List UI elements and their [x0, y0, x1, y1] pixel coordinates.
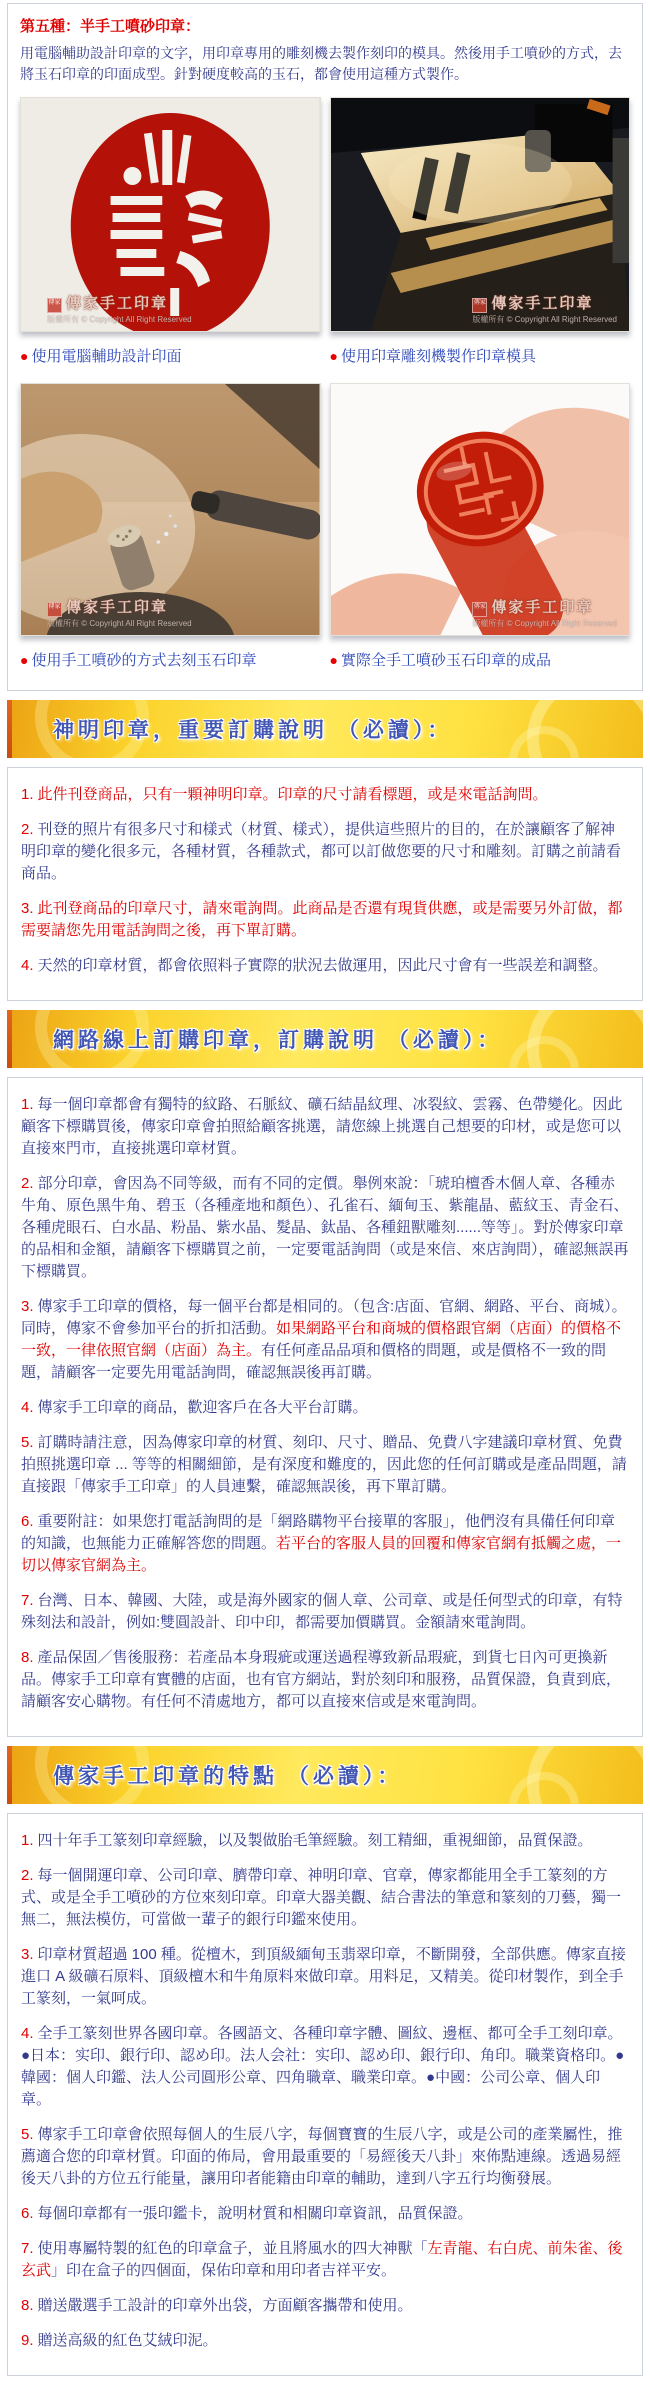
photo-sandblasting: [20, 383, 321, 636]
watermark-copyright: 版權所有 © Copyright All Right Reserved: [47, 315, 192, 324]
item-number: 4.: [21, 1399, 34, 1416]
banner-title: 神明印章，重要訂購說明 （必讀）：: [53, 719, 453, 742]
list-item: [21, 955, 629, 977]
item-text: 傳家手工印章的商品，歡迎客戶在各大平台訂購。: [37, 1399, 368, 1416]
caption-text: 實際全手工噴砂玉石印章的成品: [340, 652, 551, 669]
item-text: 每一個開運印章、公司印章、臍帶印章、神明印章、官章，傳家都能用全手工篆刻的方式、或是全手工噴砂的方位來刻印章。印章大器美觀、結合書法的筆意和篆刻的刀藝，獨一無二，無法模仿，可當做一輩子的銀行印鑑來使用。: [21, 1867, 622, 1928]
caption-text: 使用印章雕刻機製作印章模具: [340, 348, 536, 365]
item-text-highlight: 如果網路平台和商城的價格跟官網（店面）的價格不一致，一律依照官網（店面）為主。: [21, 1320, 622, 1359]
photo-engraving-machine: [330, 97, 631, 332]
item-text: 產品保固／售後服務：若產品本身瑕疵或運送過程導致新品瑕疵，到貨七日內可更換新品。傳家手工印章有實體的店面，也有官方網站，對於刻印和服務，品質保證，負責到底，請顧客安心購物。有任何不清處地方，都可以直接來信或是來電詢問。: [21, 1649, 622, 1710]
intro-title: 第五種：半手工噴砂印章：: [20, 18, 201, 35]
item-number: 1.: [21, 1096, 34, 1113]
watermark-badge-icon: 傳家: [472, 298, 487, 313]
watermark-name: 傳家手工印章: [66, 599, 169, 616]
item-number: 5.: [21, 1434, 34, 1451]
list-item: [21, 1511, 629, 1577]
item-text: 每一個印章都會有獨特的紋路、石脈紋、礦石結晶紋理、冰裂紋、雲霧、色帶變化。因此顧客下標購買後，傳家印章會拍照給顧客挑選，請您線上挑選自己想要的印材，或是您可以直接來門市，直接挑選印章材質。: [21, 1096, 623, 1157]
item-number: 7.: [21, 1592, 34, 1609]
watermark-copyright: 版權所有 © Copyright All Right Reserved: [472, 315, 617, 324]
watermark-name: 傳家手工印章: [491, 295, 594, 312]
list-item: [21, 1590, 629, 1634]
item-text: 四十年手工篆刻印章經驗，以及製做胎毛筆經驗。刻工精細，重視細節，品質保證。: [37, 1832, 593, 1849]
item-text: 有任何產品品項和價格的問題，或是價格不一致的問題，請顧客一定要先用電話詢問，確認無誤後再訂購。: [21, 1342, 607, 1381]
deity-seal-notes-list: [7, 767, 643, 1001]
red-bullet-icon: ●: [329, 652, 338, 668]
list-item: [21, 784, 629, 806]
item-text: 天然的印章材質，都會依照料子實際的狀況去做運用，因此尺寸會有一些誤差和調整。: [37, 957, 608, 974]
caption-finished: [330, 649, 631, 670]
list-item: [21, 1094, 629, 1160]
list-item: [21, 1296, 629, 1384]
item-number: 4.: [21, 957, 34, 974]
list-item: [21, 1397, 629, 1419]
item-text: 使用專屬特製的紅色的印章盒子，並且將風水的四大神獸「: [37, 2240, 428, 2257]
list-item: [21, 1647, 629, 1713]
item-number: 5.: [21, 2126, 34, 2143]
watermark-copyright: 版權所有 © Copyright All Right Reserved: [472, 619, 617, 628]
list-item: [21, 819, 629, 885]
item-number: 4.: [21, 2025, 34, 2042]
item-number: 3.: [21, 1298, 34, 1315]
banner-features: [7, 1746, 643, 1804]
caption-sandblasting: [20, 649, 321, 670]
item-number: 1.: [21, 1832, 34, 1849]
list-item: [21, 2203, 629, 2225]
red-bullet-icon: ●: [20, 652, 29, 668]
watermark-badge-icon: 傳家: [47, 602, 62, 617]
item-number: 9.: [21, 2332, 34, 2349]
list-item: [21, 1173, 629, 1283]
banner-title: 傳家手工印章的特點 （必讀）：: [53, 1765, 403, 1788]
item-text-highlight: 左青龍、右白虎、前朱雀、後玄武: [21, 2240, 623, 2279]
caption-text: 使用電腦輔助設計印面: [31, 348, 182, 365]
list-item: [21, 1944, 629, 2010]
item-number: 6.: [21, 2205, 34, 2222]
item-text: 每個印章都有一張印鑑卡，說明材質和相關印章資訊，品質保證。: [37, 2205, 473, 2222]
watermark-name: 傳家手工印章: [491, 599, 594, 616]
list-item: [21, 2124, 629, 2190]
photo-finished-seal: [330, 383, 631, 636]
watermark: [47, 596, 192, 629]
caption-row-2: [20, 649, 630, 670]
item-text: 印章材質超過 100 種。從檀木，到頂級緬甸玉翡翠印章，不斷開發，全部供應。傳家直接進口 A 級礦石原料、頂級檀木和牛角原料來做印章。用料足，又精美。從印材製作，到全手工篆刻，一氣呵成。: [21, 1946, 626, 2007]
item-text: 部分印章，會因為不同等級，而有不同的定價。舉例來說：「琥珀檀香木個人章、各種赤牛角、原色黑牛角、碧玉（各種產地和顏色）、孔雀石、緬甸玉、紫龍晶、藍紋玉、青金石、各種虎眼石、白水晶、粉晶、紫水晶、髮晶、鈦晶、各種鈕獸雕刻......等等」。對於傳家印章的品相和金額，請顧客下標購買之前，一定要電話詢問（或是來信、來店詢問），確認無誤再下標購買。: [21, 1175, 629, 1280]
item-number: 2.: [21, 821, 34, 838]
photo-row-1: [20, 97, 630, 332]
item-number: 3.: [21, 900, 34, 917]
caption-text: 使用手工噴砂的方式去刻玉石印章: [31, 652, 257, 669]
list-item: [21, 1865, 629, 1931]
watermark-copyright: 版權所有 © Copyright All Right Reserved: [47, 619, 192, 628]
list-item: [21, 1830, 629, 1852]
watermark: [472, 596, 617, 629]
intro-body: 用電腦輔助設計印章的文字，用印章專用的雕刻機去製作刻印的模具。然後用手工噴砂的方式，去將玉石印章的印面成型。針對硬度較高的玉石，都會使用這種方式製作。: [20, 45, 622, 82]
watermark-badge-icon: 傳家: [472, 602, 487, 617]
red-bullet-icon: ●: [329, 348, 338, 364]
item-number: 2.: [21, 1867, 34, 1884]
watermark-name: 傳家手工印章: [66, 295, 169, 312]
item-text: 此刊登商品的印章尺寸，請來電詢問。此商品是否還有現貨供應，或是需要另外訂做，都需要請您先用電話詢問之後，再下單訂購。: [21, 900, 623, 939]
item-text: 」印在盒子的四個面，保佑印章和用印者吉祥平安。: [51, 2262, 397, 2279]
caption-machine: [330, 345, 631, 366]
online-ordering-notes-list: [7, 1077, 643, 1737]
item-number: 2.: [21, 1175, 34, 1192]
watermark: [472, 292, 617, 325]
caption-row-1: [20, 345, 630, 366]
item-text: 贈送高級的紅色艾絨印泥。: [37, 2332, 218, 2349]
item-number: 8.: [21, 1649, 34, 1666]
item-text-highlight: 若平台的客服人員的回覆和傳家官網有抵觸之處，一切以傳家官網為主。: [21, 1535, 622, 1574]
item-number: 6.: [21, 1513, 34, 1530]
caption-design: [20, 345, 321, 366]
red-bullet-icon: ●: [20, 348, 29, 364]
list-item: [21, 2023, 629, 2111]
list-item: [21, 2330, 629, 2352]
item-text: 刊登的照片有很多尺寸和樣式（材質、樣式），提供這些照片的目的，在於讓顧客了解神明印章的變化很多元，各種材質，各種款式，都可以訂做您要的尺寸和雕刻。訂購之前請看商品。: [21, 821, 622, 882]
intro-section: [7, 3, 643, 691]
list-item: [21, 2238, 629, 2282]
item-number: 1.: [21, 786, 34, 803]
item-text: 全手工篆刻世界各國印章。各國語文、各種印章字體、圖紋、邊框、都可全手工刻印章。●日本：实印、銀行印、認め印。法人会社：实印、認め印、銀行印、角印。職業資格印。●韓國：個人印鑑、法人公司圓形公章、四角職章、職業印章。●中國：公司公章、個人印章。: [21, 2025, 625, 2108]
banner-title: 網路線上訂購印章，訂購說明 （必讀）：: [53, 1029, 503, 1052]
item-text: 傳家手工印章的價格，每一個平台都是相同的。（包含:店面、官網、網路、平台、商城）。同時，傳家不會參加平台的折扣活動。: [21, 1298, 627, 1337]
item-text: 此件刊登商品，只有一顆神明印章。印章的尺寸請看標題，或是來電話詢問。: [37, 786, 548, 803]
watermark: [47, 292, 192, 325]
item-text: 訂購時請注意，因為傳家印章的材質、刻印、尺寸、贈品、免費八字建議印章材質、免費拍照挑選印章 ... 等等的相關細節，是有深度和難度的，因此您的任何訂購或是產品問題，請直接跟「傳家手工印章」的人員連繫，確認無誤後，再下單訂購。: [21, 1434, 627, 1495]
item-text: 贈送嚴選手工設計的印章外出袋，方面顧客攜帶和使用。: [37, 2297, 413, 2314]
banner-online-ordering-notes: [7, 1010, 643, 1068]
photo-seal-design: [20, 97, 321, 332]
list-item: [21, 1432, 629, 1498]
photo-row-2: [20, 383, 630, 636]
item-text: 傳家手工印章會依照每個人的生辰八字，每個寶寶的生辰八字，或是公司的產業屬性，推薦適合您的印章材質。印面的佈局，會用最重要的「易經後天八卦」來佈點連線。透過易經後天八卦的方位五行能量，讓用印者能籍由印章的輔助，達到八字五行均衡發展。: [21, 2126, 623, 2187]
list-item: [21, 898, 629, 942]
banner-deity-seal-notes: [7, 700, 643, 758]
list-item: [21, 2295, 629, 2317]
watermark-badge-icon: 傳家: [47, 298, 62, 313]
item-text: 重要附註：如果您打電話詢問的是「網路購物平台接單的客服」，他們沒有具備任何印章的知識，也無能力正確解答您的問題。: [21, 1513, 616, 1552]
features-list: [7, 1813, 643, 2376]
item-number: 3.: [21, 1946, 34, 1963]
item-number: 8.: [21, 2297, 34, 2314]
item-number: 7.: [21, 2240, 34, 2257]
item-text: 台灣、日本、韓國、大陸，或是海外國家的個人章、公司章、或是任何型式的印章，有特殊刻法和設計，例如:雙圓設計、印中印，都需要加價購買。金額請來電詢問。: [21, 1592, 623, 1631]
